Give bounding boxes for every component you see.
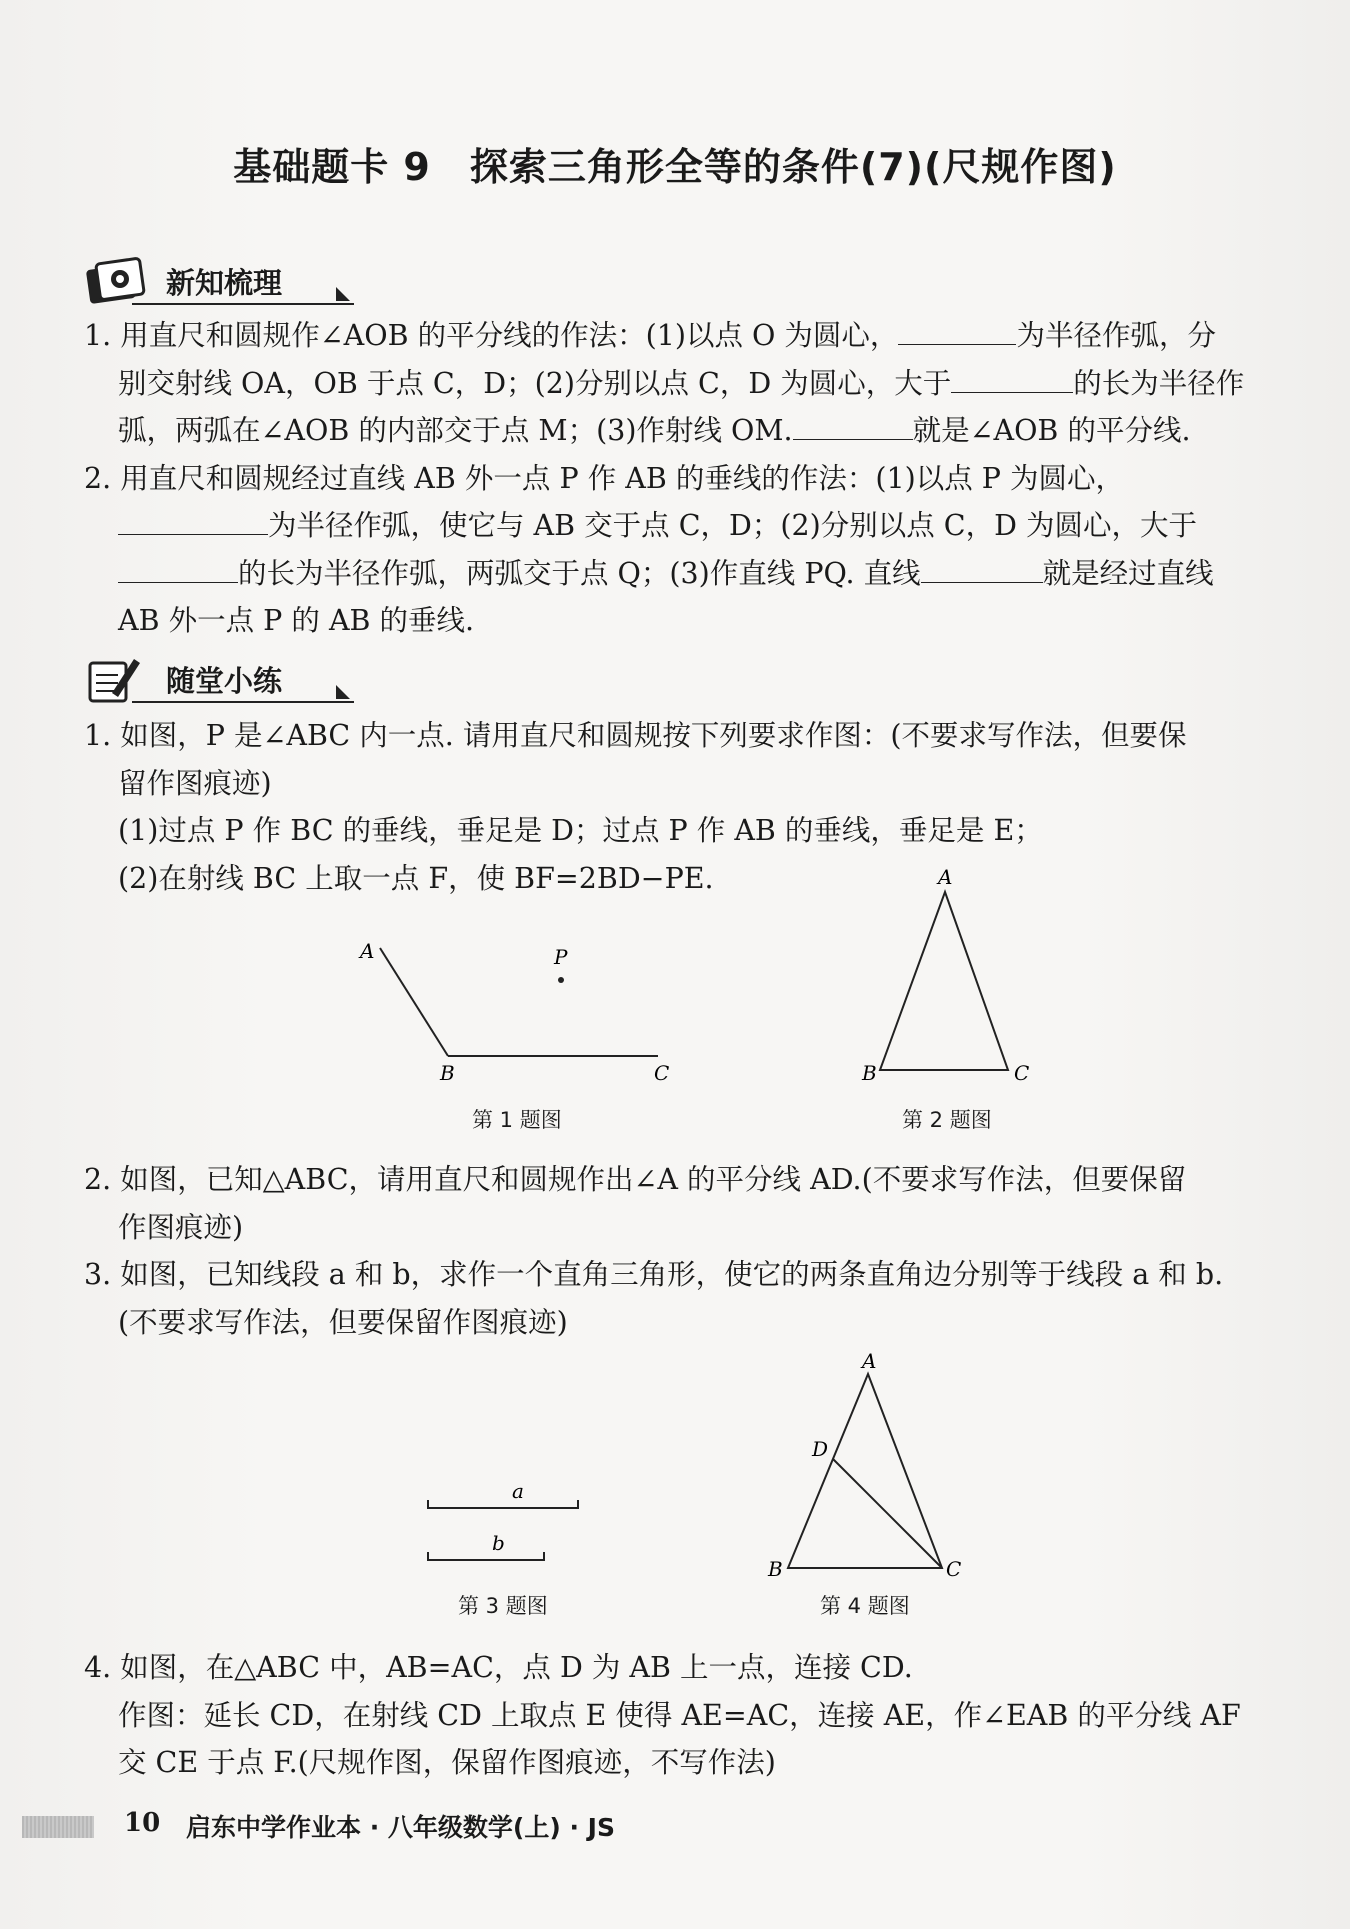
figure-4-caption: 第 4 题图 (820, 1594, 910, 1618)
knowledge-line-3: 弧，两弧在∠AOB 的内部交于点 M；(3)作射线 OM. 就是∠AOB 的平分线. (84, 407, 1276, 455)
practice-q1-text (84, 712, 1276, 902)
figure-4 (760, 1350, 980, 1580)
notebook-pen-icon (84, 653, 144, 705)
label-c: C (654, 1061, 670, 1085)
section-label: 随堂小练 (166, 664, 283, 698)
section-heading-practice (84, 653, 354, 705)
label-a: A (360, 939, 375, 963)
book-title: 启东中学作业本 · 八年级数学(上) · JS (186, 1813, 615, 1842)
segment-b (428, 1552, 544, 1560)
label-a: a (512, 1480, 524, 1503)
label-c: C (946, 1557, 962, 1580)
question-1-line-3: (1)过点 P 作 BC 的垂线，垂足是 D；过点 P 作 AB 的垂线，垂足是 E； (118, 814, 1043, 847)
knowledge-line-6: 的长为半径作弧，两弧交于点 Q；(3)作直线 PQ. 直线 就是经过直线 (84, 550, 1276, 598)
knowledge-line-7: AB 外一点 P 的 AB 的垂线. (118, 604, 475, 637)
answer-blank[interactable] (118, 504, 268, 535)
page-title: 基础题卡 9 探索三角形全等的条件(7)(尺规作图) (233, 145, 1117, 189)
answer-blank[interactable] (118, 552, 238, 583)
question-4-line-3: 交 CE 于点 F.(尺规作图，保留作图痕迹，不写作法) (118, 1746, 776, 1779)
knowledge-line-1: 1. 用直尺和圆规作∠AOB 的平分线的作法：(1)以点 O 为圆心， 为半径作弧，分 (84, 312, 1276, 360)
section-heading-new-knowledge (84, 255, 354, 307)
label-d: D (812, 1437, 829, 1461)
answer-blank[interactable] (921, 552, 1043, 583)
question-3-line-1: 3. 如图，已知线段 a 和 b，求作一个直角三角形，使它的两条直角边分别等于线段 a 和 b. (84, 1258, 1224, 1291)
knowledge-line-5: 为半径作弧，使它与 AB 交于点 C，D；(2)分别以点 C，D 为圆心，大于 (84, 502, 1276, 550)
ray-ba (380, 948, 448, 1056)
triangle-abc (788, 1374, 942, 1568)
section-triangle (336, 685, 350, 699)
footer-bar (22, 1816, 94, 1838)
label-b: B (862, 1061, 877, 1085)
question-2-line-1: 2. 如图，已知△ABC，请用直尺和圆规作出∠A 的平分线 AD.(不要求写作法，但要保留 (84, 1163, 1187, 1196)
question-1-line-2: 留作图痕迹) (118, 766, 272, 800)
knowledge-line-2: 别交射线 OA，OB 于点 C，D；(2)分别以点 C，D 为圆心，大于 的长为半径作 (84, 360, 1276, 408)
answer-blank[interactable] (793, 409, 913, 440)
triangle-abc (880, 892, 1008, 1070)
question-3-line-2: (不要求写作法，但要保留作图痕迹) (118, 1305, 568, 1339)
figure-2 (850, 862, 1050, 1092)
camera-icon (84, 255, 148, 307)
figure-3 (410, 1480, 610, 1580)
question-1-line-4: (2)在射线 BC 上取一点 F，使 BF=2BD−PE. (118, 861, 714, 895)
question-4-line-1: 4. 如图，在△ABC 中，AB=AC，点 D 为 AB 上一点，连接 CD. (84, 1651, 913, 1684)
segment-cd (833, 1459, 942, 1568)
figure-1 (340, 930, 690, 1090)
section-label: 新知梳理 (166, 266, 283, 300)
answer-blank[interactable] (951, 362, 1073, 393)
label-p: P (554, 945, 568, 969)
figure-3-caption: 第 3 题图 (458, 1594, 548, 1618)
section-rule (132, 701, 354, 703)
answer-blank[interactable] (898, 314, 1016, 345)
point-p (558, 977, 564, 983)
page-footer (0, 1808, 1350, 1848)
label-b: B (440, 1061, 455, 1085)
knowledge-text (84, 312, 1276, 645)
question-4-line-2: 作图：延长 CD，在射线 CD 上取点 E 使得 AE=AC，连接 AE，作∠EAB 的平分线 AF (118, 1698, 1241, 1732)
page-number: 10 (124, 1808, 161, 1838)
question-2-line-2: 作图痕迹) (118, 1210, 244, 1244)
section-rule (132, 303, 354, 305)
label-c: C (1014, 1061, 1030, 1085)
section-triangle (336, 287, 350, 301)
practice-q4-text (84, 1644, 1276, 1787)
figure-2-caption: 第 2 题图 (902, 1108, 992, 1132)
label-b: b (492, 1531, 505, 1555)
label-a: A (862, 1350, 877, 1373)
label-b: B (768, 1557, 783, 1580)
figure-1-caption: 第 1 题图 (472, 1108, 562, 1132)
knowledge-line-4: 2. 用直尺和圆规经过直线 AB 外一点 P 作 AB 的垂线的作法：(1)以点 P 为圆心， (84, 461, 1125, 495)
practice-q2-q3-text (84, 1156, 1276, 1346)
question-1-line-1: 1. 如图，P 是∠ABC 内一点. 请用直尺和圆规按下列要求作图：(不要求写作法，但要保 (84, 719, 1187, 752)
segment-a (428, 1500, 578, 1508)
label-a: A (938, 865, 953, 889)
